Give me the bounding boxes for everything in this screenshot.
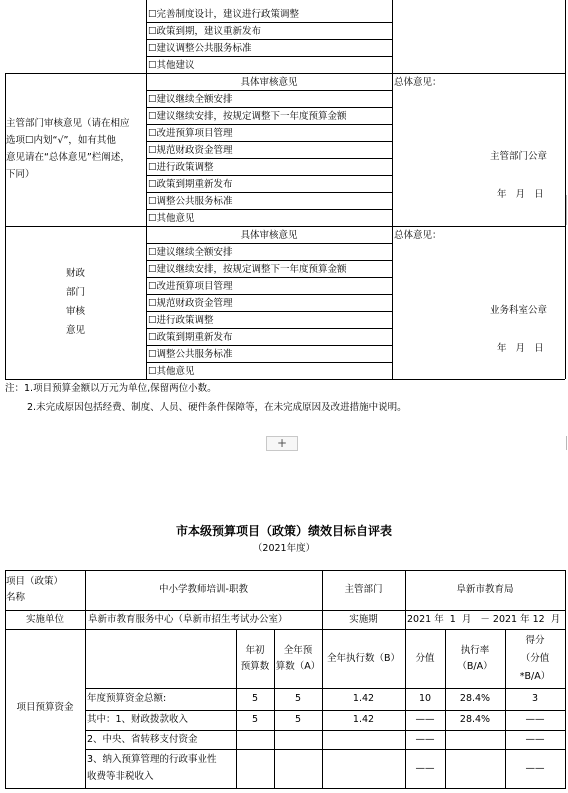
header-score-value: 分值 <box>415 653 435 664</box>
table-row-nontax-name-line-1: 3、纳入预算管理的行政事业性 <box>87 754 217 765</box>
zhuguan-date: 年 月 日 <box>497 189 544 200</box>
header-executed: 全年执行数（B） <box>326 653 401 664</box>
header-initial-line-2: 预算数 <box>240 661 270 672</box>
table-row-transfer-name: 2、中央、省转移支付资金 <box>87 734 198 745</box>
table-row-total-score-value: 10 <box>418 693 432 704</box>
caizheng-seal: 业务科室公章 <box>490 305 548 316</box>
table-row-fiscal-rate: 28.4% <box>459 714 491 725</box>
zhuguan-option-4: ☐规范财政资金管理 <box>148 145 233 156</box>
zhuguan-overall-label: 总体意见： <box>394 77 442 88</box>
suggestion-option-1: ☐完善制度设计，建议进行政策调整 <box>148 9 300 20</box>
caizheng-option-6: ☐政策到期重新发布 <box>148 332 233 343</box>
project-name-label-line-2: 名称 <box>6 592 26 603</box>
project-name-value: 中小学教师培训-职教 <box>159 584 248 595</box>
suggestion-option-2: ☐政策到期，建议重新发布 <box>148 26 262 37</box>
impl-period-value: 2021 年 1 月 － 2021 年 12 月 <box>407 614 561 625</box>
zhuguan-label-line-2: 选项☐内划“√”，如有其他 <box>6 135 116 146</box>
header-rate-line-1: 执行率 <box>460 645 490 656</box>
table-row-fiscal-annual: 5 <box>294 714 302 725</box>
budget-label: 项目预算资金 <box>16 702 74 713</box>
caizheng-option-5: ☐进行政策调整 <box>148 315 214 326</box>
table-row-nontax-score-value: —— <box>415 763 435 774</box>
header-annual-line-1: 全年预 <box>283 645 313 656</box>
zhuguan-option-1: ☐建议继续全额安排 <box>148 94 233 105</box>
caizheng-header: 具体审核意见 <box>240 230 298 241</box>
caizheng-overall-label: 总体意见： <box>394 230 442 241</box>
table-row-transfer-score-value: —— <box>415 734 435 745</box>
zhuguan-option-2: ☐建议继续安排，按规定调整下一年度预算金额 <box>148 111 347 122</box>
suggestion-option-3: ☐建议调整公共服务标准 <box>148 43 252 54</box>
caizheng-option-3: ☐改进预算项目管理 <box>148 281 233 292</box>
zhuguan-label-line-1: 主管部门审核意见（请在相应 <box>6 118 130 129</box>
caizheng-option-4: ☐规范财政资金管理 <box>148 298 233 309</box>
project-name-label-line-1: 项目（政策） <box>6 576 64 587</box>
table-row-total-name: 年度预算资金总额: <box>87 693 167 704</box>
caizheng-label-line-2: 部门 <box>66 287 86 298</box>
zhuguan-seal: 主管部门公章 <box>490 151 548 162</box>
table-row-fiscal-score: —— <box>525 714 545 725</box>
caizheng-date: 年 月 日 <box>497 343 544 354</box>
form-subtitle: （2021年度） <box>252 543 316 554</box>
caizheng-option-8: ☐其他意见 <box>148 366 195 377</box>
table-row-nontax-name-line-2: 收费等非税收入 <box>87 771 154 782</box>
impl-unit-label: 实施单位 <box>25 614 64 625</box>
zhuguan-option-5: ☐进行政策调整 <box>148 162 214 173</box>
header-annual-line-2: 算数（A） <box>275 661 321 672</box>
zhuguan-option-7: ☐调整公共服务标准 <box>148 196 233 207</box>
note-1: 注：1.项目预算金额以万元为单位,保留两位小数。 <box>5 383 217 394</box>
dept-label: 主管部门 <box>344 584 383 595</box>
suggestion-option-4: ☐其他建议 <box>148 60 195 71</box>
table-row-total-executed: 1.42 <box>352 693 375 704</box>
table-row-fiscal-executed: 1.42 <box>352 714 375 725</box>
zhuguan-option-3: ☐改进预算项目管理 <box>148 128 233 139</box>
table-row-transfer-score: —— <box>525 734 545 745</box>
add-section-button[interactable]: + <box>266 436 298 451</box>
header-score-line-3: *B/A） <box>519 671 551 682</box>
caizheng-option-1: ☐建议继续全额安排 <box>148 247 233 258</box>
header-rate-line-2: （B/A） <box>457 661 493 672</box>
zhuguan-option-8: ☐其他意见 <box>148 213 195 224</box>
header-initial-line-1: 年初 <box>245 645 265 656</box>
caizheng-option-2: ☐建议继续安排，按规定调整下一年度预算金额 <box>148 264 347 275</box>
zhuguan-header: 具体审核意见 <box>240 77 298 88</box>
caizheng-option-7: ☐调整公共服务标准 <box>148 349 233 360</box>
zhuguan-option-6: ☐政策到期重新发布 <box>148 179 233 190</box>
caizheng-label-line-4: 意见 <box>66 325 86 336</box>
table-row-total-rate: 28.4% <box>459 693 491 704</box>
header-score-line-1: 得分 <box>525 635 545 646</box>
caizheng-label-line-3: 审核 <box>66 306 86 317</box>
form-title: 市本级预算项目（政策）绩效目标自评表 <box>175 524 392 538</box>
table-row-fiscal-initial: 5 <box>251 714 259 725</box>
note-2: 2.未完成原因包括经费、制度、人员、硬件条件保障等，在未完成原因及改进措施中说明。 <box>27 402 407 413</box>
zhuguan-label-line-3: 意见请在“总体意见”栏阐述， <box>6 152 130 163</box>
table-row-fiscal-name: 其中：1、财政拨款收入 <box>87 714 189 725</box>
table-row-total-score: 3 <box>531 693 539 704</box>
zhuguan-label-line-4: 下同） <box>6 169 35 180</box>
table-row-nontax-score: —— <box>525 763 545 774</box>
impl-period-label: 实施期 <box>349 614 378 625</box>
impl-unit-value: 阜新市教育服务中心（阜新市招生考试办公室） <box>88 614 288 625</box>
header-score-line-2: （分值 <box>520 653 550 664</box>
dept-value: 阜新市教育局 <box>456 584 514 595</box>
caizheng-label-line-1: 财政 <box>66 268 86 279</box>
table-row-fiscal-score-value: —— <box>415 714 435 725</box>
table-row-total-annual: 5 <box>294 693 302 704</box>
table-row-total-initial: 5 <box>251 693 259 704</box>
